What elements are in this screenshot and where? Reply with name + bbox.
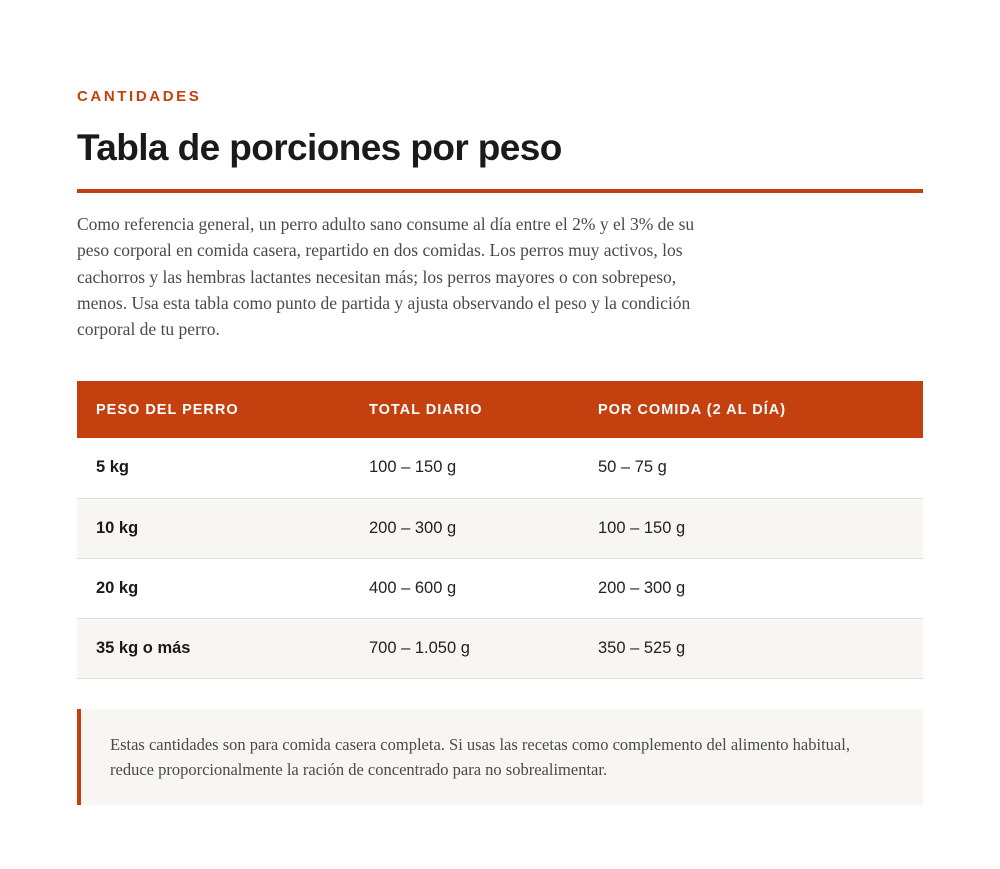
table-row — [77, 618, 923, 678]
callout-note — [77, 709, 923, 805]
daily-total-cell: 100 – 150 g — [369, 438, 598, 498]
callout-note-text: Estas cantidades son para comida casera completa. Si usas las recetas como complemento del alimento habitual, reduce proporcionalmente la ración de concentrado para no sobrealimentar. — [110, 735, 850, 779]
daily-total-cell: 200 – 300 g — [369, 498, 598, 558]
weight-cell: 10 kg — [77, 498, 369, 558]
per-meal-cell: 200 – 300 g — [598, 558, 923, 618]
column-header-weight: PESO DEL PERRO — [96, 401, 239, 418]
column-header-daily-total: TOTAL DIARIO — [369, 401, 483, 418]
section-eyebrow: CANTIDADES — [77, 88, 202, 105]
title-divider — [77, 189, 923, 193]
per-meal-cell: 100 – 150 g — [598, 498, 923, 558]
table-row — [77, 438, 923, 498]
weight-cell: 20 kg — [77, 558, 369, 618]
page-title: Tabla de porciones por peso — [77, 127, 562, 168]
table-header — [77, 381, 923, 438]
column-header-per-meal: POR COMIDA (2 AL DÍA) — [598, 401, 787, 418]
intro-paragraph: Como referencia general, un perro adulto sano consume al día entre el 2% y el 3% de su peso corporal en comida casera, repartido en dos comidas. Los perros muy activos, los cachorros y las hembras lactantes necesitan más; los perros mayores o con sobrepeso, menos. Usa esta tabla como punto de partida y ajusta observando el peso y la condición corporal de tu perro. — [77, 214, 695, 340]
per-meal-cell: 350 – 525 g — [598, 618, 923, 678]
per-meal-cell: 50 – 75 g — [598, 438, 923, 498]
table-body — [77, 438, 923, 678]
table-header-row — [77, 381, 923, 438]
daily-total-cell: 400 – 600 g — [369, 558, 598, 618]
table-row — [77, 558, 923, 618]
weight-cell: 35 kg o más — [77, 618, 369, 678]
portions-table — [77, 381, 923, 679]
table-row — [77, 498, 923, 558]
weight-cell: 5 kg — [77, 438, 369, 498]
daily-total-cell: 700 – 1.050 g — [369, 618, 598, 678]
